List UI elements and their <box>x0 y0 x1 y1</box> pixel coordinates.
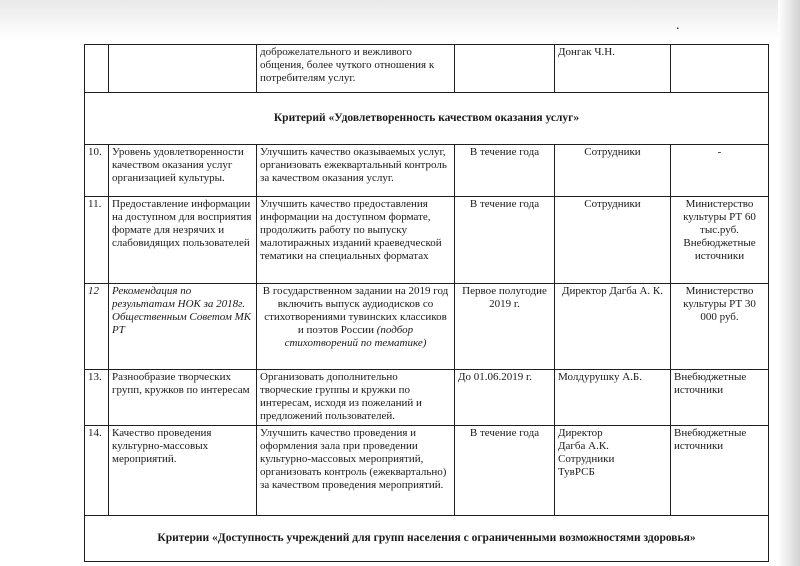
table-row <box>85 426 769 516</box>
stray-mark: . <box>676 18 680 33</box>
table-row-continued <box>85 45 769 93</box>
cell-activity: Организовать дополнительно творческие группы и кружки по интересам, исходя из пожеланий и предложений пользователей. <box>257 370 455 426</box>
cell-funding: - <box>671 145 769 197</box>
criterion-row <box>85 93 769 145</box>
responsible-line: Директор <box>558 427 603 439</box>
activity-note: (подбор стихотворений по тематике) <box>284 324 427 349</box>
table-row <box>85 284 769 370</box>
activity-text: В государственном задании на 2019 год включить выпуск аудиодисков со стихотворениями тувинских классиков и поэтов России <box>262 285 449 336</box>
cell-activity: Улучшить качество проведения и оформления зала при проведении культурно-массовых мероприятий, организовать контроль (ежеквартально) за качеством проведения мероприятий. <box>257 426 455 516</box>
responsible-line: Дагба А.К. <box>558 440 609 452</box>
cell-num: 12 <box>85 284 109 370</box>
cell-num <box>85 45 109 93</box>
scan-edge-top <box>0 0 800 40</box>
cell-deadline: В течение года <box>455 145 555 197</box>
cell-indicator: Рекомендация по результатам НОК за 2018г. Общественным Советом МК РТ <box>109 284 257 370</box>
cell-funding <box>671 45 769 93</box>
cell-funding: Министерство культуры РТ 60 тыс.руб. Внебюджетные источники <box>671 197 769 284</box>
criterion-heading: Критерии «Доступность учреждений для групп населения с ограниченными возможностями здоровья» <box>85 516 769 562</box>
table-row <box>85 197 769 284</box>
cell-indicator: Качество проведения культурно-массовых мероприятий. <box>109 426 257 516</box>
action-plan-table <box>84 44 769 562</box>
responsible-line: ТувРСБ <box>558 466 595 478</box>
responsible-line: Сотрудники <box>558 453 615 465</box>
criterion-heading: Критерий «Удовлетворенность качеством оказания услуг» <box>85 93 769 145</box>
cell-deadline <box>455 45 555 93</box>
cell-activity <box>257 284 455 370</box>
cell-indicator <box>109 45 257 93</box>
cell-funding: Министерство культуры РТ 30 000 руб. <box>671 284 769 370</box>
cell-num: 10. <box>85 145 109 197</box>
cell-activity: Улучшить качество предоставления информации на доступном формате, продолжить работу по выпуску малотиражных изданий краеведческой тематики на специальных форматах <box>257 197 455 284</box>
cell-deadline: Первое полугодие 2019 г. <box>455 284 555 370</box>
cell-activity: Улучшить качество оказываемых услуг, организовать ежеквартальный контроль за качеством оказания услуг. <box>257 145 455 197</box>
table-row <box>85 145 769 197</box>
criterion-row <box>85 516 769 562</box>
scan-edge-right <box>778 0 800 566</box>
cell-deadline: В течение года <box>455 197 555 284</box>
cell-responsible: Сотрудники <box>555 197 671 284</box>
cell-activity: доброжелательного и вежливого общения, более чуткого отношения к потребителям услуг. <box>257 45 455 93</box>
cell-responsible: Директор Дагба А. К. <box>555 284 671 370</box>
cell-responsible: Молдурушку А.Б. <box>555 370 671 426</box>
cell-funding: Внебюджетные источники <box>671 426 769 516</box>
cell-num: 11. <box>85 197 109 284</box>
cell-deadline: В течение года <box>455 426 555 516</box>
cell-num: 14. <box>85 426 109 516</box>
cell-funding: Внебюджетные источники <box>671 370 769 426</box>
cell-responsible <box>555 426 671 516</box>
cell-num: 13. <box>85 370 109 426</box>
cell-indicator: Предоставление информации на доступном для восприятия формате для незрячих и слабовидящих пользователей <box>109 197 257 284</box>
cell-responsible: Донгак Ч.Н. <box>555 45 671 93</box>
cell-indicator: Разнообразие творческих групп, кружков по интересам <box>109 370 257 426</box>
table-row <box>85 370 769 426</box>
cell-indicator: Уровень удовлетворенности качеством оказания услуг организацией культуры. <box>109 145 257 197</box>
cell-deadline: До 01.06.2019 г. <box>455 370 555 426</box>
cell-responsible: Сотрудники <box>555 145 671 197</box>
